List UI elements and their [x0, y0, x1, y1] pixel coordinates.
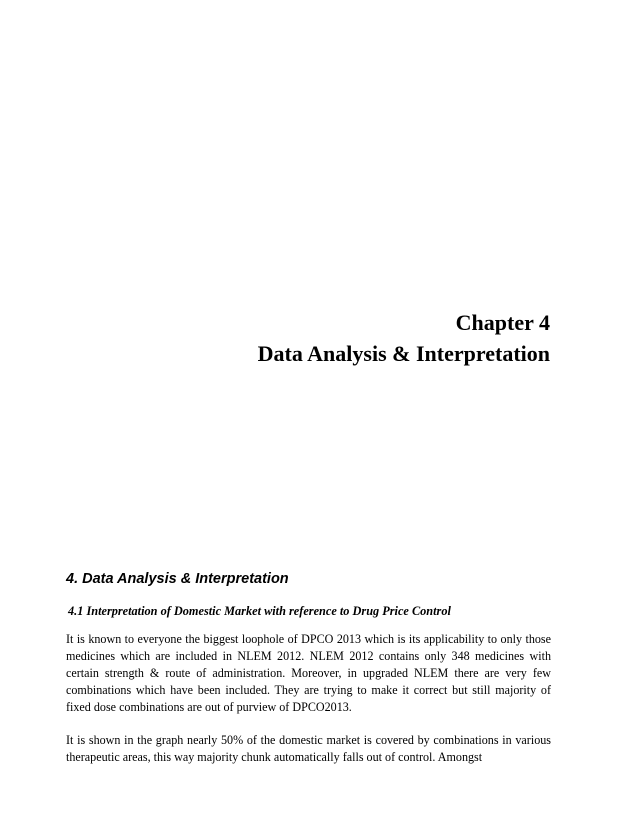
subsection-heading: 4.1 Interpretation of Domestic Market with reference to Drug Price Control	[68, 604, 451, 618]
body-paragraph-2: It is shown in the graph nearly 50% of the domestic market is covered by combinations in various therapeutic areas, this way majority chunk automatically falls out of control. Amongst	[66, 733, 551, 764]
chapter-number: Chapter 4	[455, 310, 550, 335]
body-paragraph-1: It is known to everyone the biggest loophole of DPCO 2013 which is its applicability to only those medicines which are included in NLEM 2012. NLEM 2012 contains only 348 medicines with certain strength & route of administration. Moreover, in upgraded NLEM there are very few combinations which have been included. They are trying to make it correct but still majority of fixed dose combinations are out of purview of DPCO2013.	[66, 632, 551, 714]
section-heading: 4. Data Analysis & Interpretation	[66, 571, 289, 587]
chapter-title: Data Analysis & Interpretation	[257, 341, 550, 366]
